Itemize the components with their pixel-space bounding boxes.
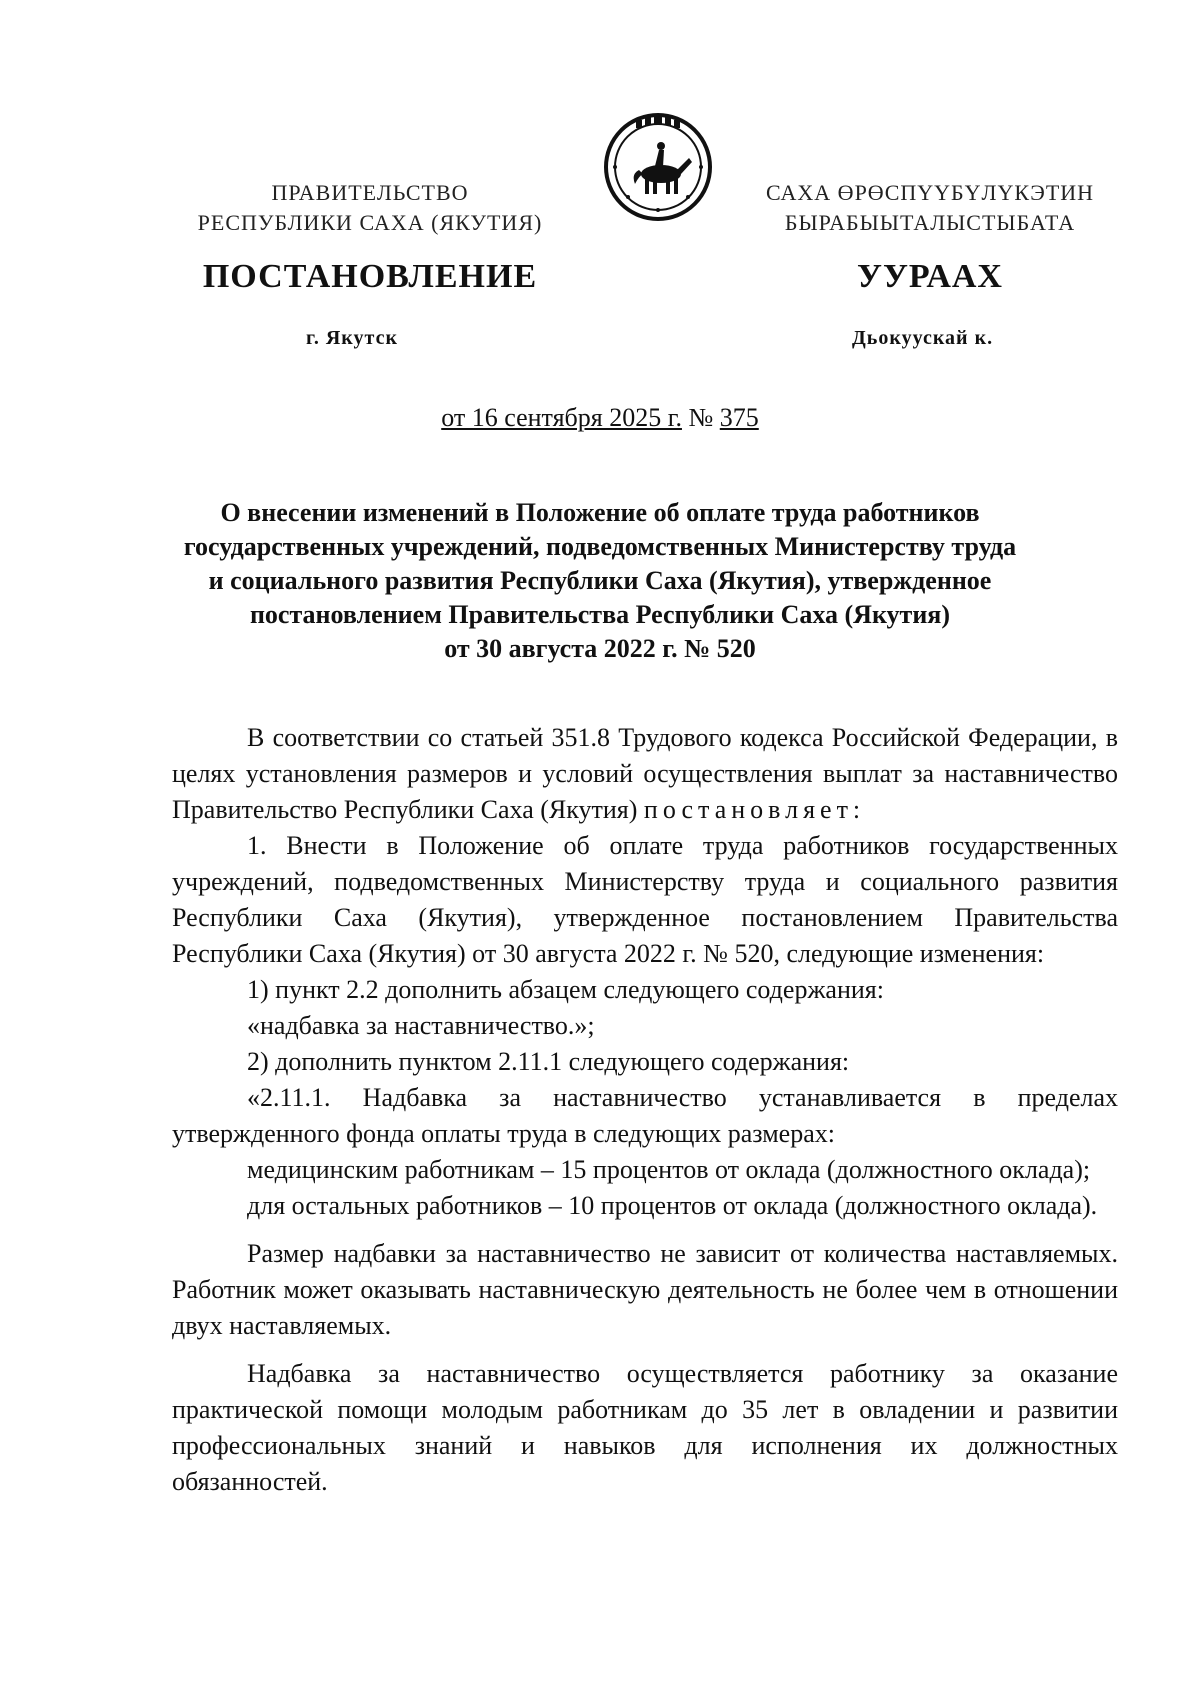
doc-type-yakut: УУРААХ	[857, 258, 1003, 295]
city-russian: г. Якутск	[306, 327, 398, 349]
paragraph-bonus-size: Размер надбавки за наставничество не зависит от количества наставляемых. Работник может оказывать наставническую деятельность не более чем в отношении двух наставляемых.	[172, 1239, 1118, 1340]
coat-of-arms-emblem	[603, 112, 713, 222]
org-name-yakut	[720, 178, 1140, 238]
city-yakut: Дьокуускай к.	[852, 327, 994, 349]
paragraph-clause-2-11-1: «2.11.1. Надбавка за наставничество устанавливается в пределах утвержденного фонда оплаты труда в следующих размерах:	[172, 1083, 1118, 1148]
title-line: и социального развития Республики Саха (Якутия), утвержденное	[208, 566, 992, 595]
document-date-number	[0, 403, 1200, 433]
title-line: государственных учреждений, подведомственных Министерству труда	[183, 532, 1017, 561]
paragraph-other-workers: для остальных работников – 10 процентов от оклада (должностного оклада).	[247, 1191, 1098, 1220]
paragraph-item-1: 1. Внести в Положение об оплате труда работников государственных учреждений, подведомственных Министерству труда и социального развития Республики Саха (Якутия), утвержденное постановлением Правительства Республики Саха (Якутия) от 30 августа 2022 г. № 520, следующие изменения:	[172, 831, 1118, 968]
title-line: постановлением Правительства Республики Саха (Якутия)	[249, 600, 951, 629]
paragraph-subitem-2: 2) дополнить пунктом 2.11.1 следующего содержания:	[247, 1047, 850, 1076]
document-body	[172, 720, 1118, 1500]
preamble-text: В соответствии со статьей 351.8 Трудового кодекса Российской Федерации, в целях установления размеров и условий осуществления выплат за наставничество Правительство Республики Саха (Якутия)	[172, 723, 1118, 824]
title-line: от 30 августа 2022 г. № 520	[444, 634, 756, 663]
number-sign: №	[688, 403, 714, 432]
paragraph-preamble	[172, 720, 1118, 828]
org-name-line-1: ПРАВИТЕЛЬСТВО	[271, 180, 469, 205]
org-name-line-2: БЫРАБЫЫТАЛЫСТЫБАТА	[784, 210, 1076, 235]
org-name-line-2: РЕСПУБЛИКИ САХА (ЯКУТИЯ)	[197, 210, 543, 235]
doc-type-russian: ПОСТАНОВЛЕНИЕ	[202, 258, 538, 295]
document-date: от 16 сентября 2025 г.	[441, 403, 682, 432]
org-name-russian	[160, 178, 580, 238]
document-number: 375	[719, 403, 759, 432]
org-name-line-1: САХА ӨРӨСПҮҮБҮЛҮКЭТИН	[765, 180, 1095, 205]
resolves-word: постановляет:	[643, 795, 866, 824]
paragraph-bonus-purpose: Надбавка за наставничество осуществляется работнику за оказание практической помощи молодым работникам до 35 лет в овладении и развитии профессиональных знаний и навыков для исполнения их должностных обязанностей.	[172, 1359, 1118, 1496]
paragraph-medical-workers: медицинским работникам – 15 процентов от оклада (должностного оклада);	[247, 1155, 1091, 1184]
paragraph-quote-1: «надбавка за наставничество.»;	[247, 1011, 595, 1040]
title-line: О внесении изменений в Положение об оплате труда работников	[220, 498, 980, 527]
paragraph-subitem-1: 1) пункт 2.2 дополнить абзацем следующего содержания:	[247, 975, 884, 1004]
document-title	[130, 496, 1070, 666]
